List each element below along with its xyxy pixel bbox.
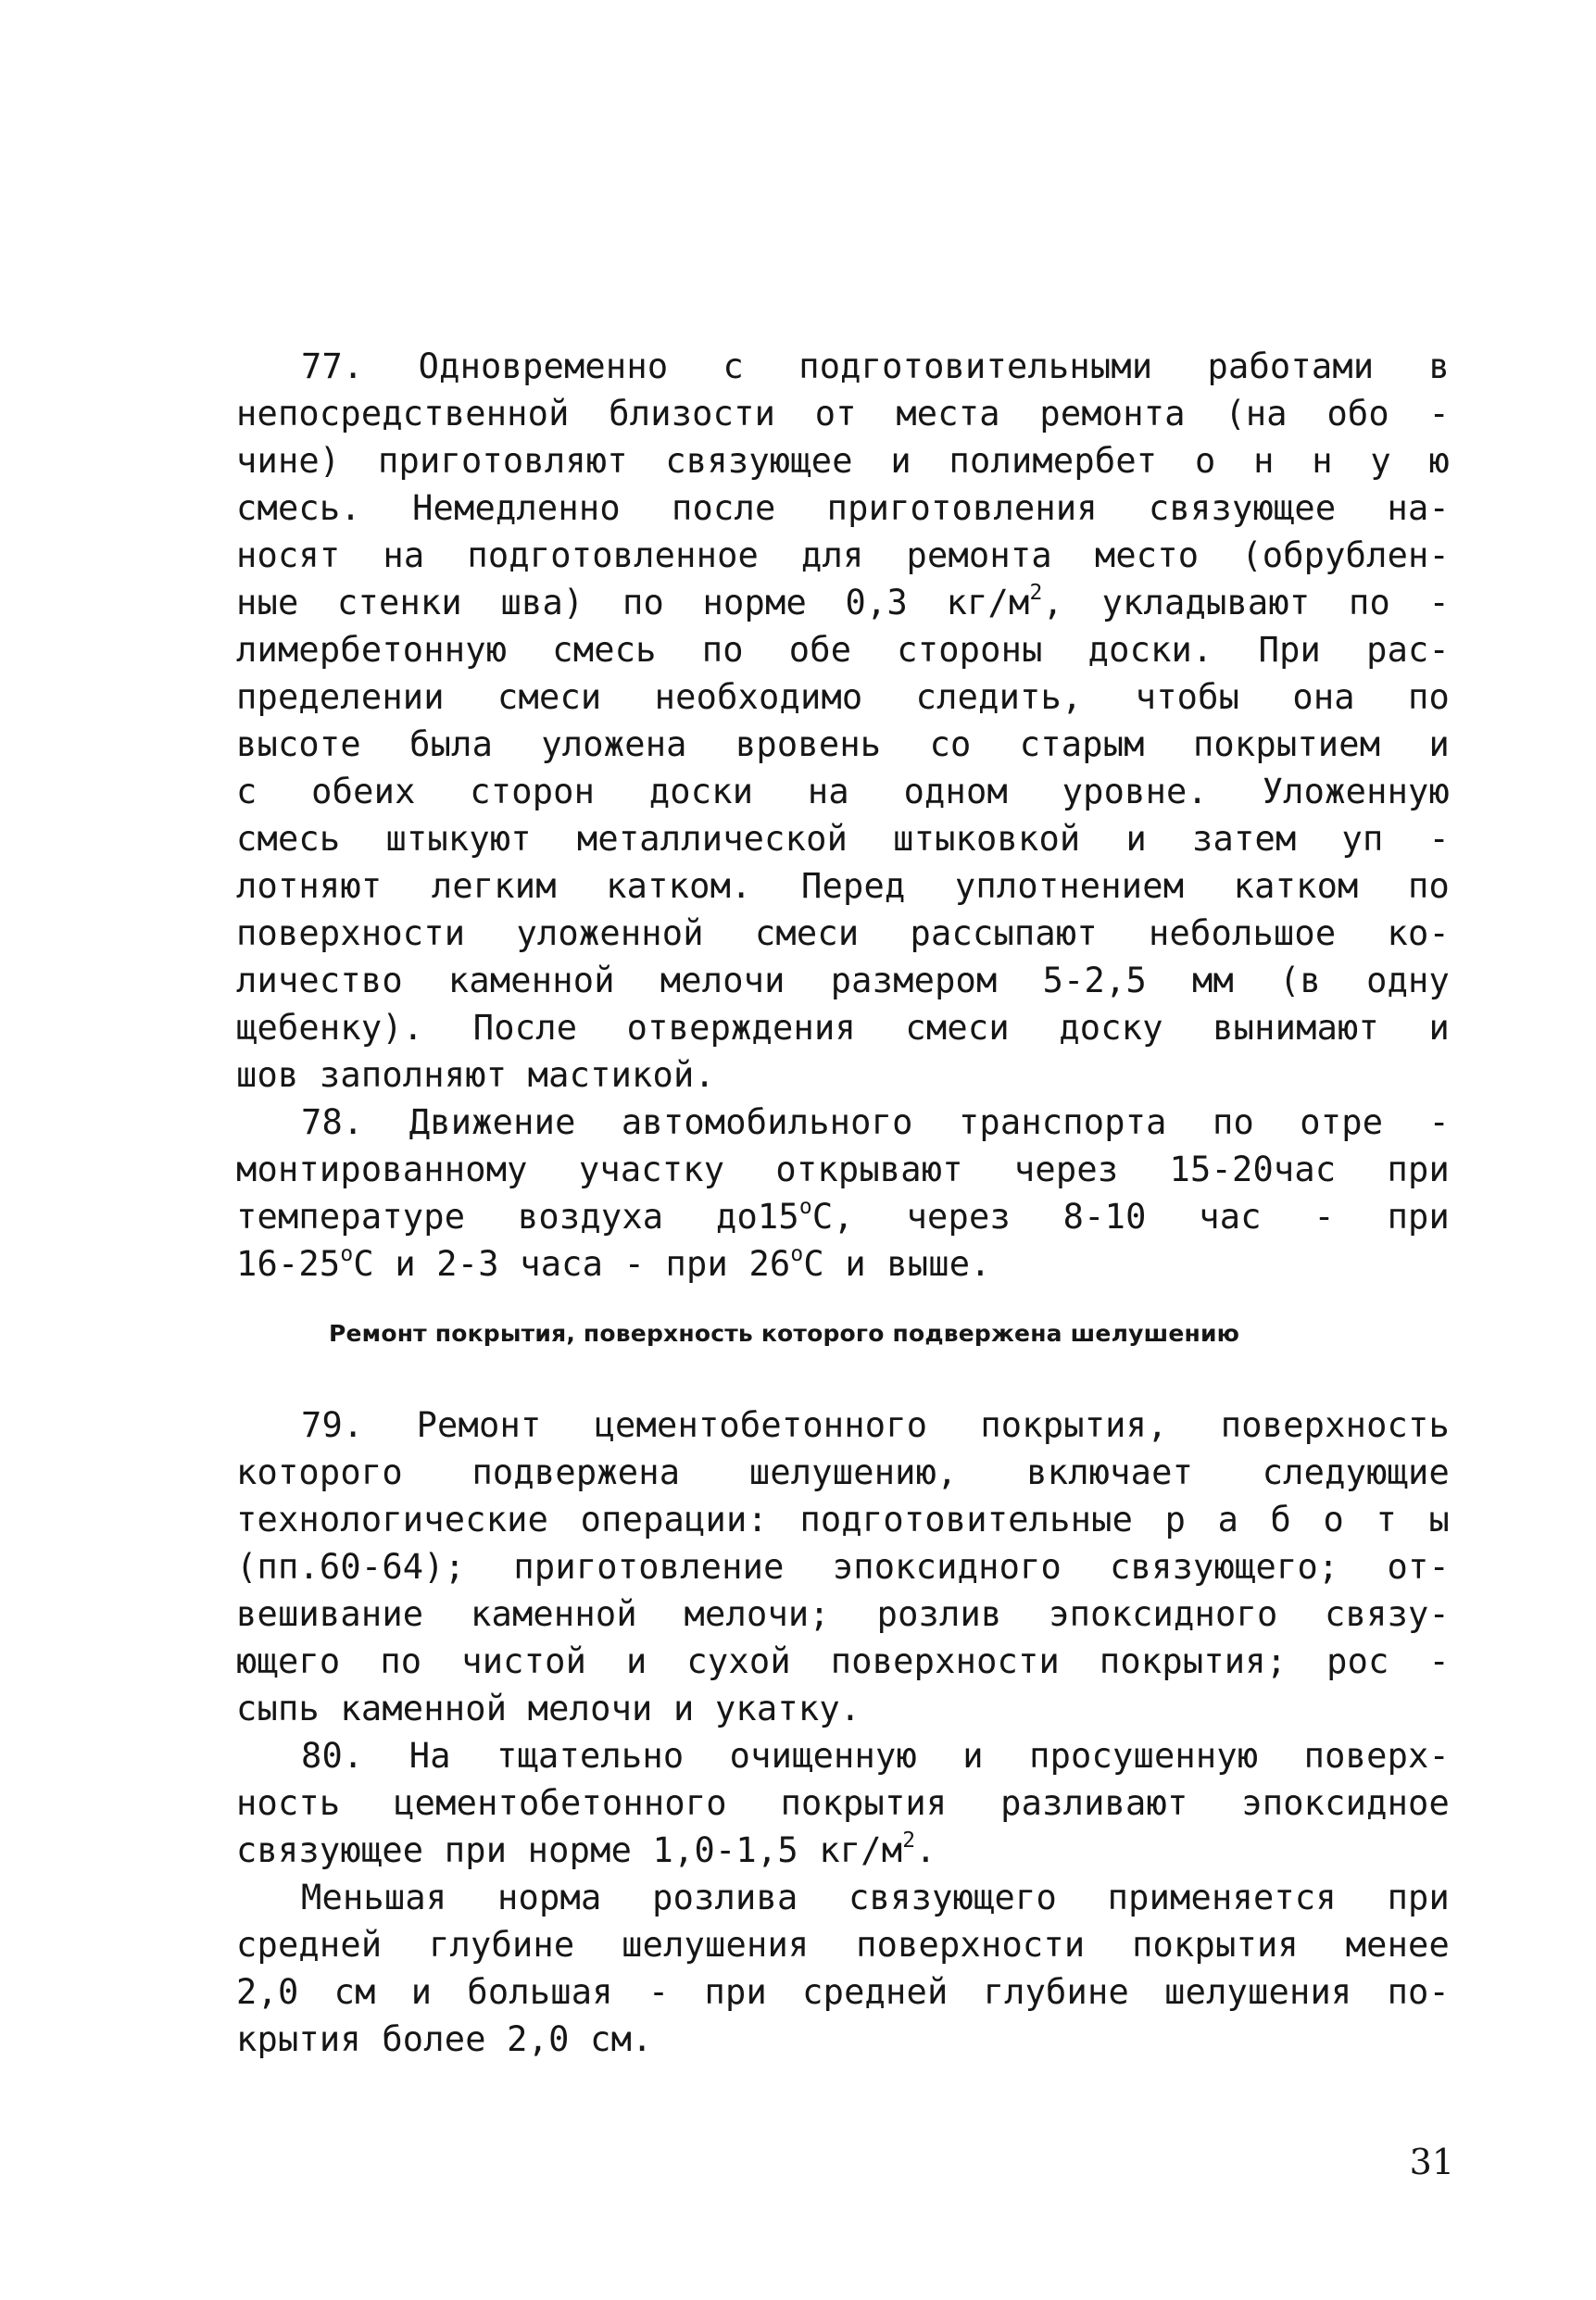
text-line: которого подвержена шелушению, включает следующие — [236, 1452, 1450, 1492]
text-segment: температуре воздуха до15 — [236, 1197, 799, 1237]
text-segment: . — [915, 1830, 936, 1870]
text-line: 78. Движение автомобильного транспорта по отре - — [301, 1102, 1450, 1142]
text-line: (пп.60-64); приготовление эпоксидного связующего; от- — [236, 1547, 1450, 1587]
superscript: о — [340, 1241, 354, 1266]
page-number: 31 — [1409, 2142, 1454, 2182]
text-line: 80. На тщательно очищенную и просушенную поверх- — [301, 1736, 1450, 1776]
text-line: сыпь каменной мелочи и укатку. — [236, 1689, 861, 1728]
text-line: носят на подготовленное для ремонта место (обрублен- — [236, 535, 1450, 575]
text-line: поверхности уложенной смеси рассыпают небольшое ко- — [236, 913, 1450, 953]
text-line: средней глубине шелушения поверхности покрытия менее — [236, 1925, 1450, 1965]
text-line — [236, 1193, 1450, 1241]
text-line: смесь штыкуют металлической штыковкой и затем уп - — [236, 819, 1450, 859]
superscript: о — [790, 1241, 804, 1266]
text-line: 2,0 см и большая - при средней глубине шелушения по- — [236, 1972, 1450, 2012]
text-segment: связующее при норме 1,0-1,5 кг/м — [236, 1830, 903, 1870]
text-segment: С и выше. — [803, 1244, 991, 1284]
text-line: смесь. Немедленно после приготовления связующее на- — [236, 488, 1450, 528]
text-line: шов заполняют мастикой. — [236, 1055, 715, 1095]
text-segment: ные стенки шва) по норме 0,3 кг/м — [236, 583, 1030, 622]
text-line: непосредственной близости от места ремонта (на обо - — [236, 394, 1450, 434]
text-line: монтированному участку открывают через 15-20час при — [236, 1150, 1450, 1189]
text-line: чине) приготовляют связующее и полимербет о н н у ю — [236, 441, 1450, 481]
superscript: 2 — [902, 1828, 916, 1853]
text-line — [236, 1827, 1450, 1875]
text-line — [236, 1240, 1450, 1288]
text-line: пределении смеси необходимо следить, чтобы она по — [236, 677, 1450, 717]
text-line: высоте была уложена вровень со старым покрытием и — [236, 724, 1450, 764]
text-line: 79. Ремонт цементобетонного покрытия, поверхность — [301, 1405, 1450, 1445]
text-line: крытия более 2,0 см. — [236, 2019, 653, 2059]
text-line: с обеих сторон доски на одном уровне. Уложенную — [236, 772, 1450, 811]
text-segment: С, через 8-10 час - при — [811, 1197, 1451, 1237]
text-line: вешивание каменной мелочи; розлив эпоксидного связу- — [236, 1594, 1450, 1634]
section-heading: Ремонт покрытия, поверхность которого подвержена шелушению — [329, 1320, 1240, 1347]
superscript: о — [798, 1194, 812, 1219]
text-line: ность цементобетонного покрытия разливают эпоксидное — [236, 1783, 1450, 1823]
text-line: лотняют легким катком. Перед уплотнением катком по — [236, 866, 1450, 906]
text-segment: , укладывают по - — [1042, 583, 1450, 622]
text-line: Меньшая норма розлива связующего применяется при — [301, 1878, 1450, 1917]
text-segment: С и 2-3 часа - при 26 — [353, 1244, 791, 1284]
text-line: 77. Одновременно с подготовительными работами в — [301, 346, 1450, 386]
text-line: личество каменной мелочи размером 5-2,5 мм (в одну — [236, 961, 1450, 1000]
text-line: технологические операции: подготовительные р а б о т ы — [236, 1500, 1450, 1540]
text-segment: 16-25 — [236, 1244, 341, 1284]
text-line: ющего по чистой и сухой поверхности покрытия; рос - — [236, 1641, 1450, 1681]
superscript: 2 — [1029, 580, 1043, 605]
text-line: щебенку). После отверждения смеси доску вынимают и — [236, 1008, 1450, 1048]
text-line: лимербетонную смесь по обе стороны доски. При рас- — [236, 630, 1450, 670]
text-line — [236, 579, 1450, 627]
